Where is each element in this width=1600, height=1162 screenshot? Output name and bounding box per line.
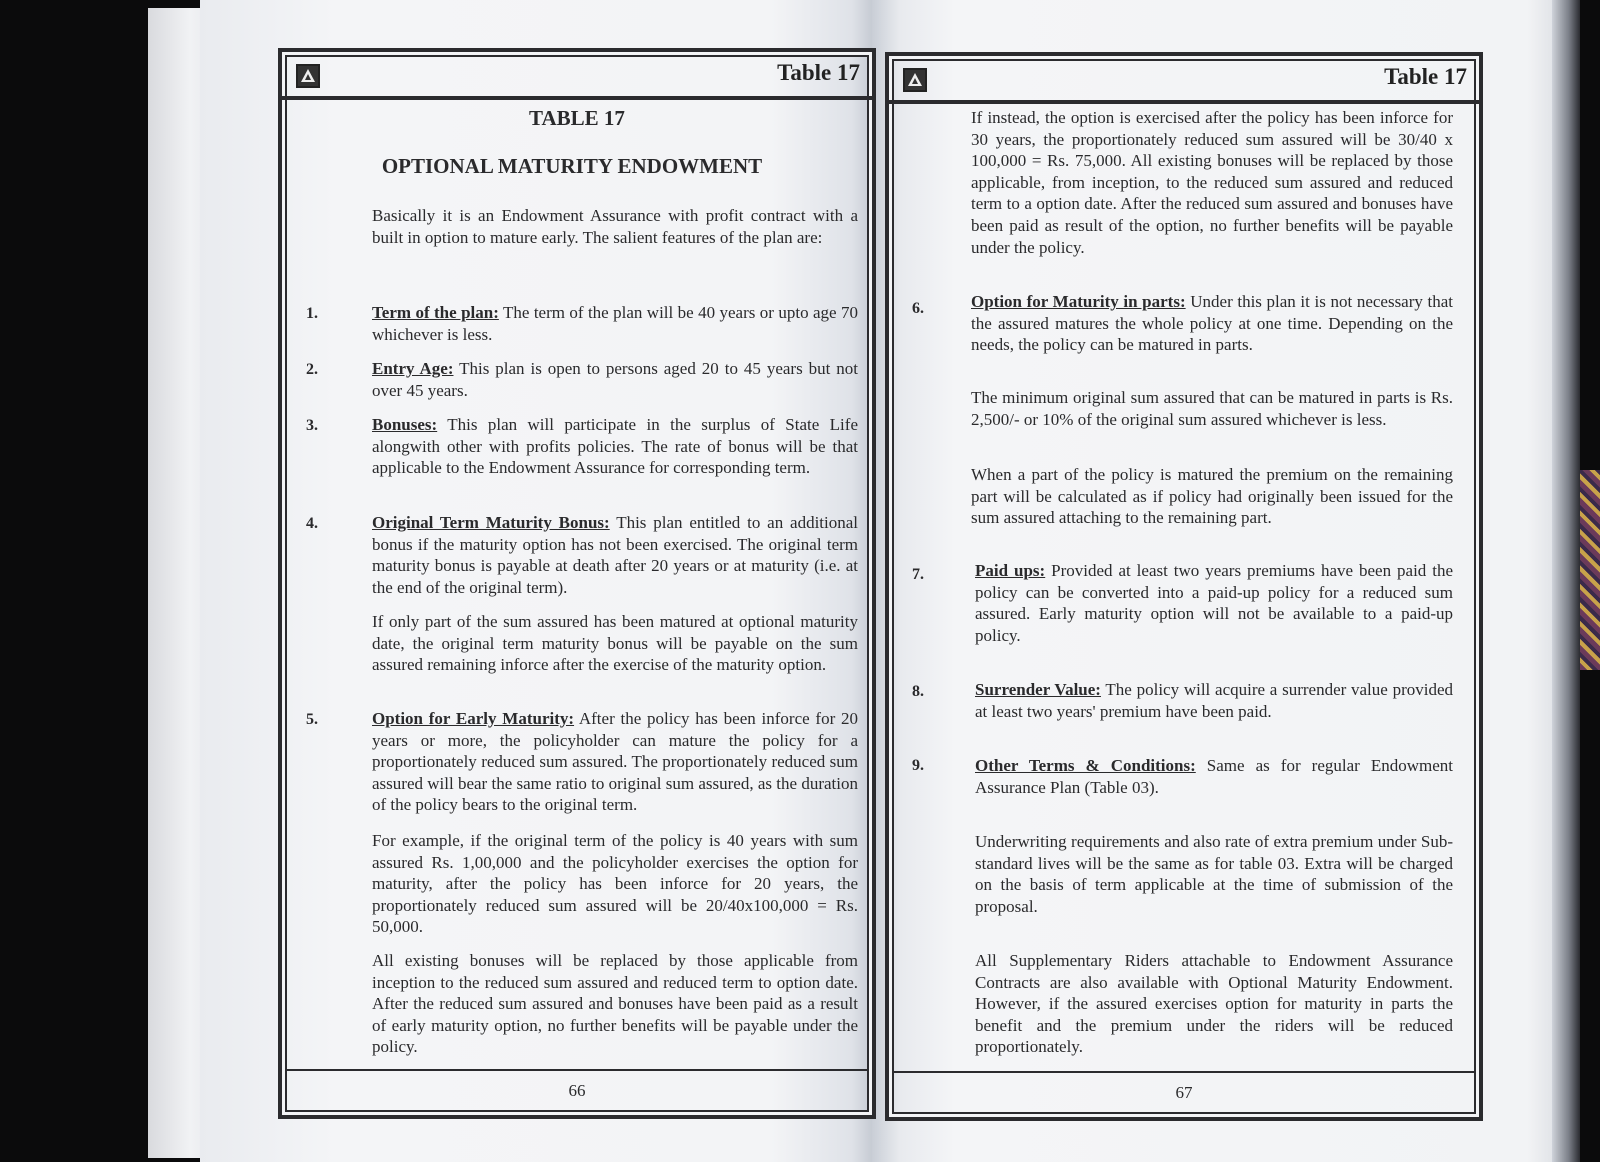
item-title: Option for Maturity in parts: bbox=[971, 292, 1186, 311]
item-number: 2. bbox=[306, 361, 318, 378]
footer-divider bbox=[894, 1071, 1474, 1073]
item-text: Same as for regular Endowment Assurance Plan (Table 03). bbox=[975, 756, 1453, 797]
item-title: Paid ups: bbox=[975, 561, 1046, 580]
item-number: 8. bbox=[912, 683, 924, 700]
page-header bbox=[889, 56, 1479, 104]
item-number: 7. bbox=[912, 566, 924, 583]
paragraph-existing-bonuses: All existing bonuses will be replaced by those applicable from inception to the reduced sum assured and reduced term to option date. After the reduced sum assured and bonuses have been paid as a result of early maturity option, no further benefits will be payable under the policy. bbox=[372, 951, 858, 1057]
footer-divider bbox=[287, 1069, 867, 1071]
company-logo-icon bbox=[903, 68, 927, 92]
item-title: Option for Early Maturity: bbox=[372, 709, 575, 728]
item-text: Provided at least two years premiums have been paid the policy can be converted into a paid-up policy for a reduced sum assured. Early maturity option will not be available to a paid-up policy. bbox=[975, 561, 1454, 645]
item-paid-ups bbox=[975, 560, 1453, 646]
page-subheading: OPTIONAL MATURITY ENDOWMENT bbox=[381, 154, 763, 178]
item-surrender-value bbox=[975, 679, 1453, 722]
header-title: Table 17 bbox=[777, 60, 860, 85]
item-term-of-plan bbox=[372, 302, 858, 345]
item-option-early-maturity bbox=[372, 708, 858, 816]
paragraph-partial-maturity: If only part of the sum assured has been matured at optional maturity date, the original term maturity bonus will be payable on the sum assured remaining inforce after the exercise of the maturity option. bbox=[372, 612, 858, 675]
page-number: 66 bbox=[568, 1081, 586, 1100]
item-text: After the policy has been inforce for 20 years or more, the policyholder can mature the policy for a proportionately reduced sum assured. The proportionately reduced sum assured will bear the same ratio to original sum assured, as the duration of the policy bears to the original term. bbox=[372, 709, 858, 815]
book-cover-edge bbox=[1552, 0, 1580, 1162]
paragraph-minimum-sum: The minimum original sum assured that can be matured in parts is Rs. 2,500/- or 10% of the original sum assured whichever is less. bbox=[971, 388, 1453, 429]
item-title: Original Term Maturity Bonus: bbox=[372, 513, 610, 532]
paragraph-underwriting: Underwriting requirements and also rate of extra premium under Sub-standard lives will be the same as for table 03. Extra will be charged on the basis of term applicable at the time of submission of the proposal. bbox=[975, 832, 1453, 916]
item-other-terms bbox=[975, 755, 1453, 798]
item-number: 9. bbox=[912, 757, 924, 774]
header-title: Table 17 bbox=[1384, 64, 1467, 89]
item-title: Bonuses: bbox=[372, 415, 438, 434]
item-number: 3. bbox=[306, 417, 318, 434]
intro-paragraph: Basically it is an Endowment Assurance with profit contract with a built in option to mature early. The salient features of the plan are: bbox=[372, 206, 858, 247]
page-heading: TABLE 17 bbox=[529, 106, 625, 130]
item-text: This plan entitled to an additional bonus if the maturity option has not been exercised. The original term maturity bonus is payable at death after 20 years or at maturity (i.e. at the end of the original term). bbox=[372, 513, 859, 597]
item-number: 6. bbox=[912, 300, 924, 317]
page-header bbox=[282, 52, 872, 100]
paragraph-example: For example, if the original term of the policy is 40 years with sum assured Rs. 1,00,000 and the policyholder exercises the option for maturity, after the policy has been inforce for 20 years, the proportionately reduced sum assured will be 20/40x100,000 = Rs. 50,000. bbox=[372, 831, 858, 937]
item-number: 5. bbox=[306, 711, 318, 728]
company-logo-icon bbox=[296, 64, 320, 88]
item-text: This plan will participate in the surplus of State Life alongwith other with profits policies. The rate of bonus will be that applicable to the Endowment Assurance for corresponding term. bbox=[372, 415, 858, 478]
item-text: This plan is open to persons aged 20 to 45 years but not over 45 years. bbox=[372, 359, 859, 400]
item-number: 1. bbox=[306, 305, 318, 322]
paragraph-supplementary-riders: All Supplementary Riders attachable to Endowment Assurance Contracts are also available with Optional Maturity Endowment. However, if the assured exercises option for maturity in parts the benefit and the premium under the riders will be reduced proportionately. bbox=[975, 951, 1453, 1057]
item-title: Entry Age: bbox=[372, 359, 454, 378]
item-original-term-maturity-bonus bbox=[372, 512, 858, 598]
paragraph-option-30-years: If instead, the option is exercised after the policy has been inforce for 30 years, the proportionately reduced sum assured will be 30/40 x 100,000 = Rs. 75,000. All existing bonuses will be replaced by those applicable, from inception, to the reduced sum assured and reduced term to a option date. After the reduced sum assured and bonuses have been paid as result of the option, no further benefits will be payable under the policy. bbox=[971, 108, 1453, 257]
item-text: Under this plan it is not necessary that the assured matures the whole policy at one time. Depending on the needs, the policy can be matured in parts. bbox=[971, 292, 1454, 355]
item-title: Other Terms & Conditions: bbox=[975, 756, 1196, 775]
item-maturity-in-parts bbox=[971, 291, 1453, 356]
item-title: Surrender Value: bbox=[975, 680, 1101, 699]
page-number: 67 bbox=[1175, 1083, 1193, 1102]
item-text: The term of the plan will be 40 years or upto age 70 whichever is less. bbox=[372, 303, 858, 344]
item-title: Term of the plan: bbox=[372, 303, 499, 322]
paragraph-premium-remaining: When a part of the policy is matured the premium on the remaining part will be calculated as if policy had originally been issued for the sum assured attaching to the remaining part. bbox=[971, 465, 1453, 528]
item-number: 4. bbox=[306, 515, 318, 532]
item-text: The policy will acquire a surrender value provided at least two years' premium have been paid. bbox=[975, 680, 1454, 721]
item-entry-age bbox=[372, 358, 858, 401]
item-bonuses bbox=[372, 414, 858, 479]
cloth-background bbox=[1580, 470, 1600, 670]
